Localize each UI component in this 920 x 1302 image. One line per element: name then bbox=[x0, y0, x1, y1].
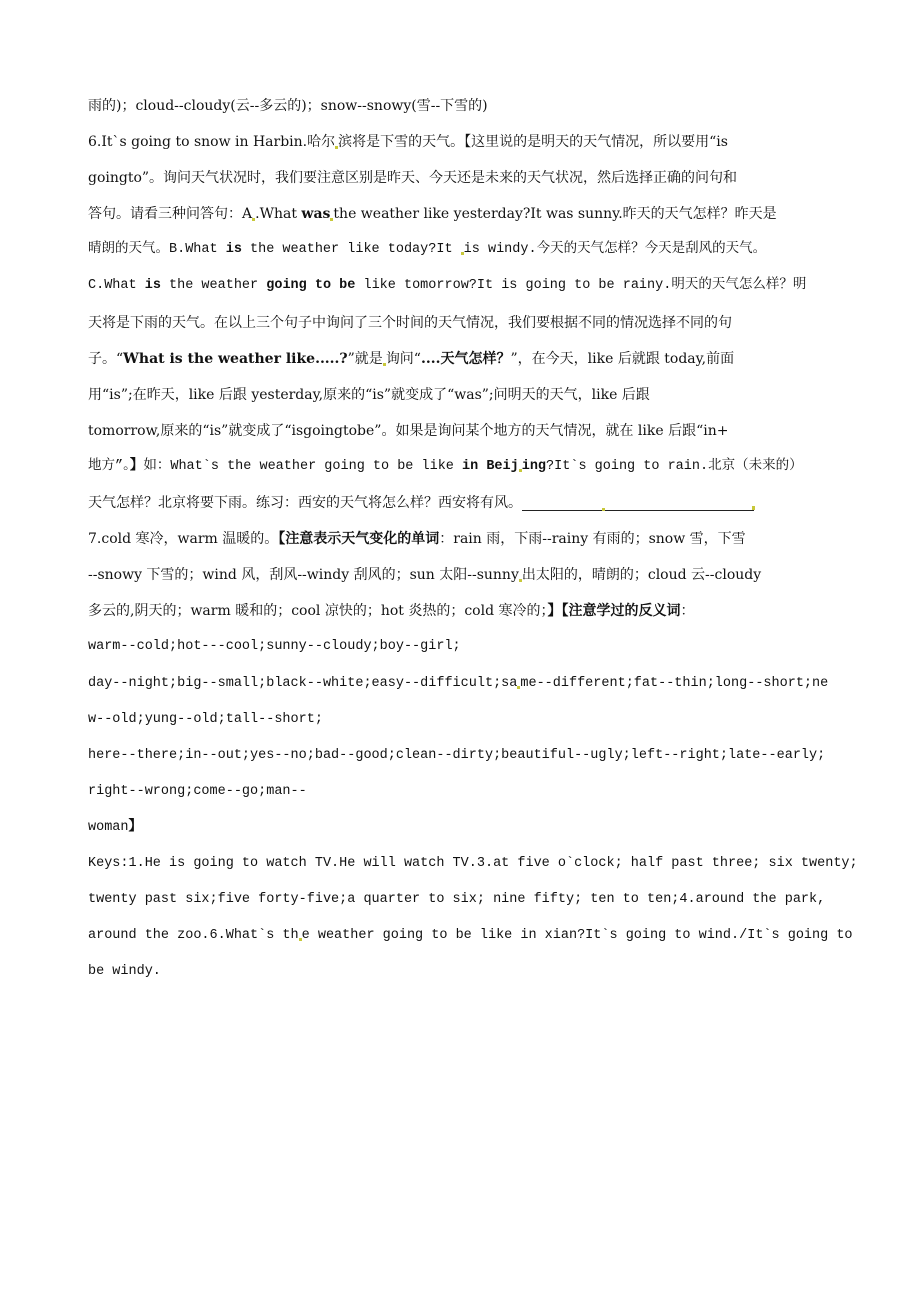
text-line: here--there;in--out;yes--no;bad--good;clean--dirty;beautiful--ugly;left--right;late--early; bbox=[88, 747, 826, 763]
text-line: twenty past six;five forty-five;a quarter to six; nine fifty; ten to ten;4.around the park, bbox=[88, 892, 826, 908]
text-line: 地方”。】如：What`s the weather going to be like in Beij ing?It`s going to rain.北京（未来的） bbox=[88, 458, 803, 474]
edit-marker-icon bbox=[752, 506, 755, 510]
text-line: day--night;big--small;black--white;easy--difficult;sa me--different;fat--thin;long--short;ne bbox=[88, 675, 829, 691]
text-line: goingto”。询问天气状况时，我们要注意区别是昨天、今天还是未来的天气状况，然后选择正确的问句和 bbox=[88, 170, 738, 187]
text-line: around the zoo.6.What`s th e weather going to be like in xian?It`s going to wind./It`s going to bbox=[88, 928, 853, 944]
text-line: right--wrong;come--go;man-- bbox=[88, 783, 307, 799]
text-line: 6.It`s going to snow in Harbin.哈尔 滨将是下雪的天气。【这里说的是明天的天气情况，所以要用“is bbox=[88, 134, 728, 151]
text-line: tomorrow,原来的“is”就变成了“isgoingtobe”。如果是询问某个地方的天气情况，就在 like 后跟“in+ bbox=[88, 422, 729, 439]
text-line: C.What is the weather going to be like tomorrow?It is going to be rainy.明天的天气怎么样？明 bbox=[88, 278, 807, 294]
text-line: Keys:1.He is going to watch TV.He will watch TV.3.at five o`clock; half past three; six twenty; bbox=[88, 855, 858, 871]
text-line: 答句。请看三种问答句：A .What was the weather like yesterday?It was sunny.昨天的天气怎样？昨天是 bbox=[88, 206, 777, 223]
text-line: 用“is”;在昨天，like 后跟 yesterday,原来的“is”就变成了“was”;问明天的天气，like 后跟 bbox=[88, 386, 650, 403]
text-line: be windy. bbox=[88, 964, 161, 980]
text-line: 子。“What is the weather like.....?”就是 询问“....天气怎样？”，在今天，like 后就跟 today,前面 bbox=[88, 350, 735, 367]
answer-blank[interactable] bbox=[522, 492, 754, 511]
text-line: woman】 bbox=[88, 819, 143, 835]
text-line: 天将是下雨的天气。在以上三个句子中询问了三个时间的天气情况，我们要根据不同的情况选择不同的句 bbox=[88, 314, 732, 331]
text-line: 多云的,阴天的；warm 暖和的；cool 凉快的；hot 炎热的；cold 寒冷的；】【注意学过的反义词： bbox=[88, 603, 695, 620]
text-line: --snowy 下雪的；wind 风，刮风--windy 刮风的；sun 太阳--sunny 出太阳的，晴朗的；cloud 云--cloudy bbox=[88, 567, 762, 584]
text-line: 晴朗的天气。B.What is the weather like today?It is windy.今天的天气怎样？今天是刮风的天气。 bbox=[88, 242, 767, 258]
edit-marker-icon bbox=[602, 508, 605, 511]
text-line: warm--cold;hot---cool;sunny--cloudy;boy--girl; bbox=[88, 639, 461, 655]
document-page bbox=[88, 92, 858, 994]
text-line: 雨的)；cloud--cloudy(云--多云的)；snow--snowy(雪--下雪的) bbox=[88, 98, 488, 114]
text-line: 7.cold 寒冷，warm 温暖的。【注意表示天气变化的单词：rain 雨，下雨--rainy 有雨的；snow 雪，下雪 bbox=[88, 531, 746, 548]
text-line: w--old;yung--old;tall--short; bbox=[88, 711, 323, 727]
text-line: 天气怎样？北京将要下雨。练习：西安的天气将怎么样？西安将有风。 bbox=[88, 489, 848, 525]
